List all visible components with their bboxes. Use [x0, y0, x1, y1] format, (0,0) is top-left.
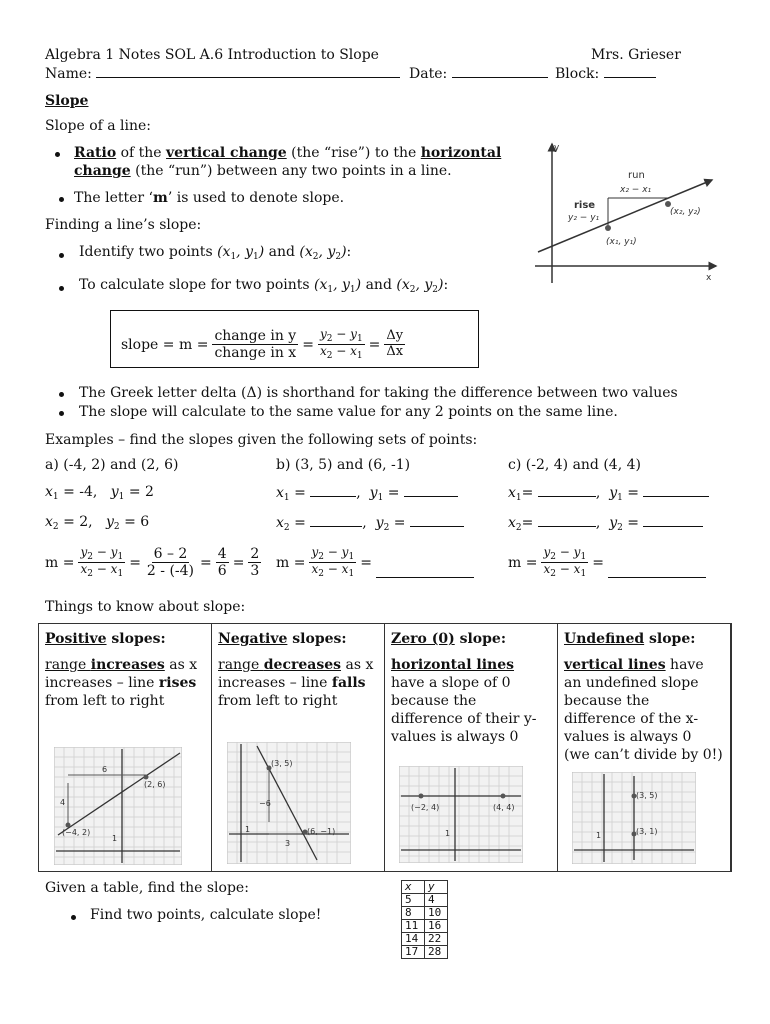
svg-text:1: 1 — [245, 825, 251, 834]
negative-slope-graph — [227, 742, 351, 864]
slope-formula-box: slope = m = $\frac{\text{change in y}}{\text{change in x}}$ = $\frac{y_2 - y_1}{x_2 - x_1}$ = $\frac{\Delta y}{\Delta x}$ — [110, 310, 479, 368]
ratio-definition-line2: change (the “run”) between any two points in a line. — [74, 163, 452, 179]
svg-text:(2, 6): (2, 6) — [144, 780, 166, 789]
zero-slope-graph — [399, 766, 523, 863]
bullet — [59, 253, 64, 258]
svg-text:(4, 4): (4, 4) — [493, 803, 515, 812]
point1-label: (x₁, y₁) — [606, 237, 637, 247]
undefined-slope-graph — [572, 772, 696, 864]
undefined-slope-cell: Undefined slope: vertical lines have an undefined slope because the difference of the x- values is always 0 (we can’t divide by 0!) — [558, 624, 731, 871]
date-blank[interactable] — [452, 65, 548, 78]
axis-x-label: x — [706, 273, 712, 283]
table-row: 17 28 — [402, 946, 448, 959]
table-section-bullet: Find two points, calculate slope! — [90, 907, 322, 923]
example-a-x1y1: $x_1 = -4$, $y_1 = 2$ — [45, 484, 154, 502]
section-title: Slope — [45, 93, 89, 109]
run-expr: x₂ − x₁ — [620, 185, 652, 195]
run-label: run — [628, 170, 645, 181]
svg-text:(3, 5): (3, 5) — [636, 791, 658, 800]
svg-text:(−2, 4): (−2, 4) — [411, 803, 440, 812]
example-a-x2y2: $x_2 = 2$, $y_2 = 6$ — [45, 514, 150, 532]
examples-heading: Examples – find the slopes given the following sets of points: — [45, 432, 478, 448]
delta-note: The Greek letter delta (Δ) is shorthand for taking the difference between two values — [79, 385, 678, 401]
rise-label: rise — [574, 200, 596, 211]
date-label: Date: — [409, 66, 448, 82]
block-field[interactable] — [555, 65, 656, 82]
bullet — [59, 286, 64, 291]
svg-text:(3, 5): (3, 5) — [271, 759, 293, 768]
svg-text:4: 4 — [60, 798, 66, 807]
svg-text:−6: −6 — [259, 799, 271, 808]
name-label: Name: — [45, 66, 92, 82]
bullet — [71, 915, 76, 920]
table-row: 5 4 — [402, 894, 448, 907]
table-row: 8 10 — [402, 907, 448, 920]
positive-slope-cell: Positive slopes: range increases as x increases – line rises from left to right — [39, 624, 212, 871]
table-row: 14 22 — [402, 933, 448, 946]
table-header-x: x — [402, 881, 425, 894]
bullet — [59, 392, 64, 397]
svg-text:6: 6 — [102, 765, 108, 774]
ratio-definition-line1: Ratio of the vertical change (the “rise”) to the horizontal — [74, 145, 502, 161]
table-row: 11 16 — [402, 920, 448, 933]
table-section-heading: Given a table, find the slope: — [45, 880, 249, 896]
svg-text:1: 1 — [112, 834, 118, 843]
slope-of-line-heading: Slope of a line: — [45, 118, 152, 134]
things-to-know-heading: Things to know about slope: — [45, 599, 246, 615]
example-b-x1y1[interactable]: $x_1$ = , $y_1$ = — [276, 484, 458, 503]
svg-text:(6, −1): (6, −1) — [307, 827, 336, 836]
example-a-label: a) (-4, 2) and (2, 6) — [45, 457, 179, 473]
svg-text:(3, 1): (3, 1) — [636, 827, 658, 836]
name-field[interactable] — [45, 65, 400, 82]
rise-expr: y₂ − y₁ — [568, 213, 600, 223]
svg-text:1: 1 — [445, 829, 451, 838]
svg-text:1: 1 — [596, 831, 602, 840]
svg-text:3: 3 — [285, 839, 291, 848]
teacher-name: Mrs. Grieser — [591, 47, 681, 63]
example-b-label: b) (3, 5) and (6, -1) — [276, 457, 411, 473]
svg-text:(−4, 2): (−4, 2) — [62, 828, 91, 837]
identify-points: Identify two points ($x_1$, $y_1$) and ($x_2$, $y_2$): — [79, 244, 352, 262]
xy-value-table — [401, 880, 448, 959]
positive-slope-graph — [54, 747, 182, 865]
letter-m-note: The letter ‘m’ is used to denote slope. — [74, 190, 345, 206]
bullet — [55, 152, 60, 157]
negative-slope-cell: Negative slopes: range decreases as x increases – line falls from left to right — [212, 624, 385, 871]
doc-title: Algebra 1 Notes SOL A.6 Introduction to Slope — [45, 47, 379, 63]
bullet — [59, 411, 64, 416]
example-b-x2y2[interactable]: $x_2$ = , $y_2$ = — [276, 514, 464, 533]
zero-slope-cell: Zero (0) slope: horizontal lines have a slope of 0 because the difference of their y- values is always 0 — [385, 624, 558, 871]
same-value-note: The slope will calculate to the same value for any 2 points on the same line. — [79, 404, 618, 420]
table-header-y: y — [425, 881, 448, 894]
example-c-x1y1[interactable]: $x_1=$ , $y_1$ = — [508, 484, 709, 503]
finding-slope-heading: Finding a line’s slope: — [45, 217, 202, 233]
example-a-calculation: m = $\frac{y_2 - y_1}{x_2 - x_1}$ = $\frac{6 - 2}{2 - (-4)}$ = $\frac{4}{6}$ = $\frac{2}{3}$ — [45, 545, 260, 580]
example-c-calculation[interactable]: m = $\frac{y_2 - y_1}{x_2 - x_1}$ = — [508, 546, 706, 580]
example-c-x2y2[interactable]: $x_2=$ , $y_2$ = — [508, 514, 703, 533]
date-field[interactable] — [409, 65, 548, 82]
bullet — [59, 197, 64, 202]
block-blank[interactable] — [604, 65, 656, 78]
calculate-slope: To calculate slope for two points ($x_1$, $y_1$) and ($x_2$, $y_2$): — [79, 277, 449, 295]
name-blank[interactable] — [96, 65, 400, 78]
example-c-label: c) (-2, 4) and (4, 4) — [508, 457, 641, 473]
example-b-calculation[interactable]: m = $\frac{y_2 - y_1}{x_2 - x_1}$ = — [276, 546, 474, 580]
point2-label: (x₂, y₂) — [670, 207, 701, 217]
formula-lhs: slope = m = — [121, 336, 209, 353]
block-label: Block: — [555, 66, 600, 82]
axis-y-label: y — [554, 143, 560, 153]
slope-diagram — [530, 138, 720, 286]
table-header-row — [402, 881, 448, 894]
